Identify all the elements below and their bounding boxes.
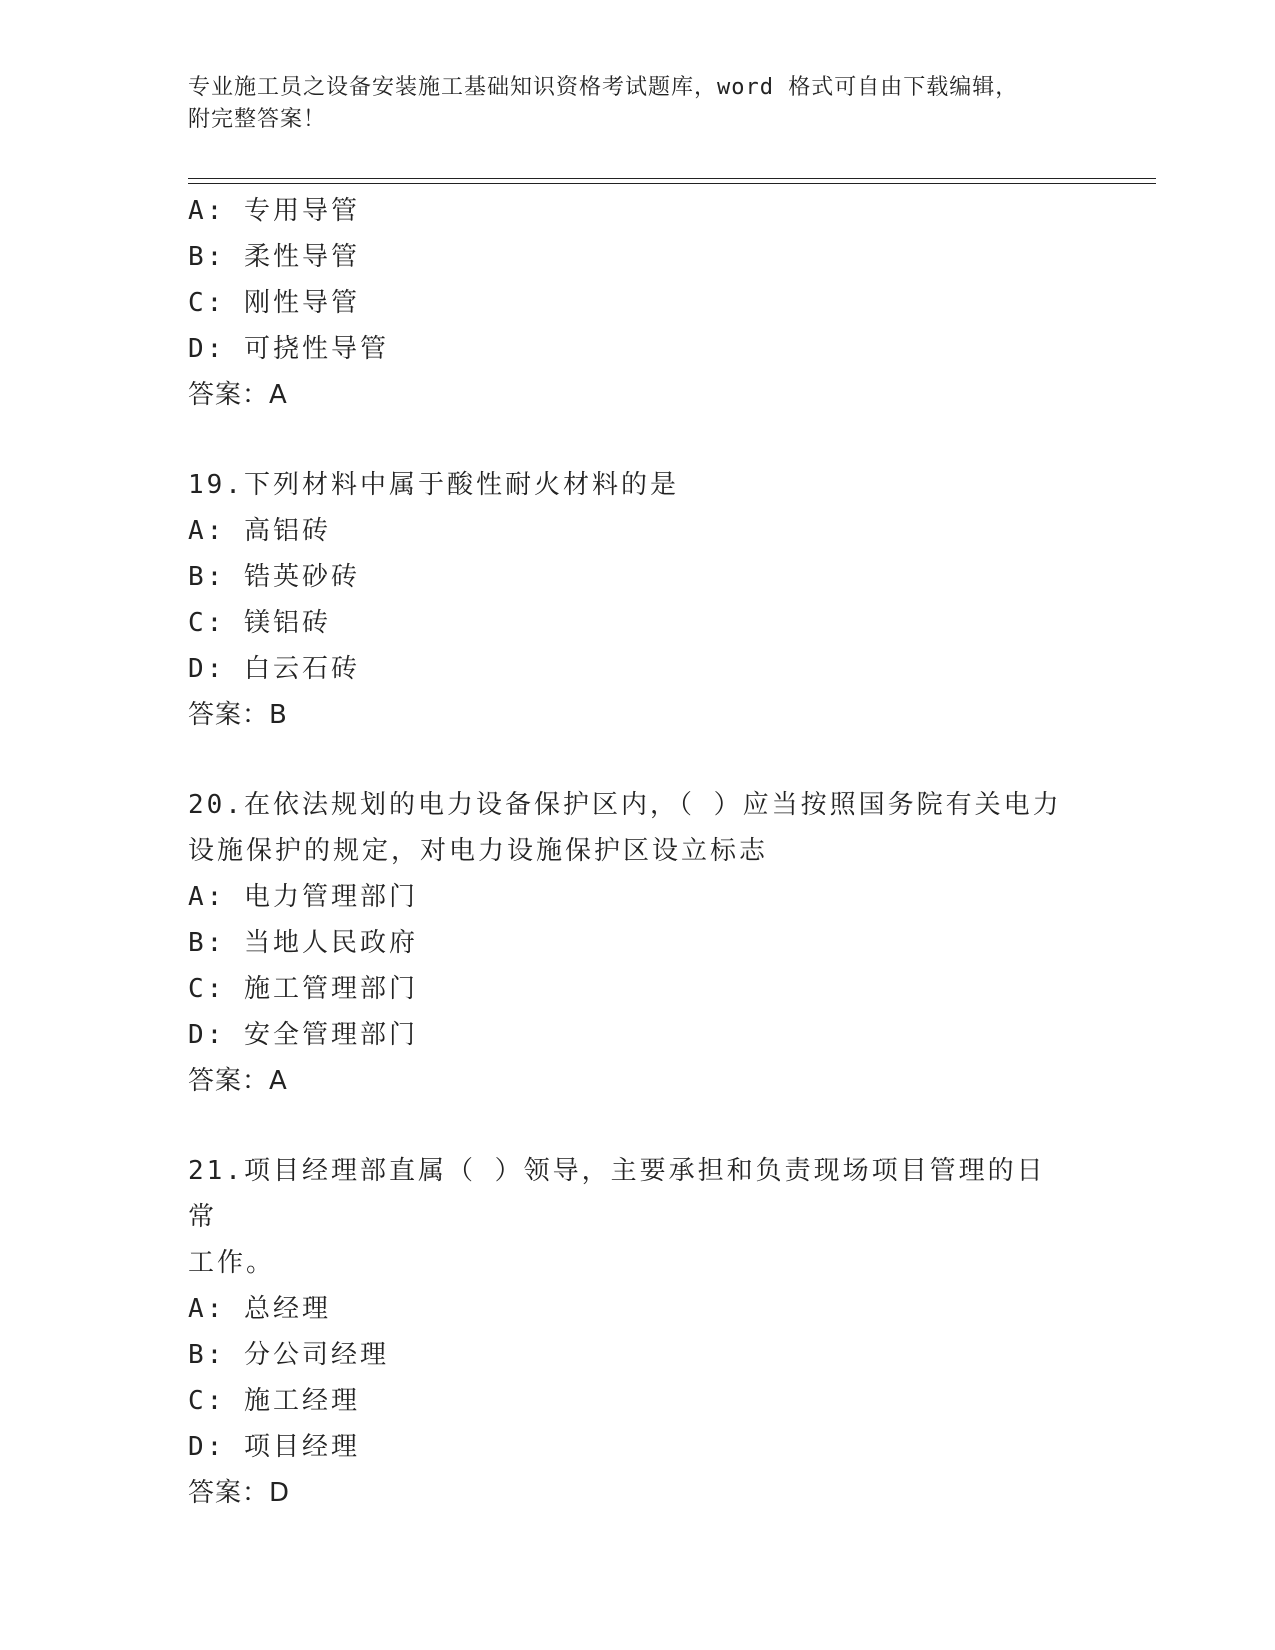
- spacer: [188, 738, 1068, 782]
- option-c: C: 刚性导管: [188, 288, 360, 318]
- header-title-line1: 专业施工员之设备安装施工基础知识资格考试题库，word 格式可自由下载编辑，: [188, 75, 1019, 100]
- question-text-line2: 工作。: [188, 1248, 276, 1278]
- answer-line: 答案：A: [188, 380, 288, 410]
- option-a: A: 总经理: [188, 1294, 331, 1324]
- option-a: A: 高铝砖: [188, 516, 331, 546]
- header-title-line2: 附完整答案！: [188, 107, 327, 132]
- question-text-line1: 20.在依法规划的电力设备保护区内，（ ）应当按照国务院有关电力: [188, 790, 1062, 820]
- answer-line: 答案：D: [188, 1478, 291, 1508]
- header-divider: [188, 178, 1156, 184]
- option-c: C: 施工管理部门: [188, 974, 418, 1004]
- answer-line: 答案：A: [188, 1066, 288, 1096]
- question-18: [188, 188, 1068, 418]
- option-a: A: 电力管理部门: [188, 882, 418, 912]
- document-header: [188, 72, 1068, 136]
- question-21: [188, 1148, 1068, 1516]
- question-text-line1: 21.项目经理部直属（ ）领导，主要承担和负责现场项目管理的日常: [188, 1156, 1046, 1232]
- option-c: C: 施工经理: [188, 1386, 360, 1416]
- question-20: [188, 782, 1068, 1104]
- option-b: B: 当地人民政府: [188, 928, 418, 958]
- option-d: D: 白云石砖: [188, 654, 360, 684]
- spacer: [188, 1104, 1068, 1148]
- spacer: [188, 418, 1068, 462]
- question-text: 19.下列材料中属于酸性耐火材料的是: [188, 470, 679, 500]
- option-b: B: 锆英砂砖: [188, 562, 360, 592]
- question-19: [188, 462, 1068, 738]
- option-b: B: 分公司经理: [188, 1340, 389, 1370]
- answer-line: 答案：B: [188, 700, 288, 730]
- option-d: D: 安全管理部门: [188, 1020, 418, 1050]
- option-c: C: 镁铝砖: [188, 608, 331, 638]
- option-b: B: 柔性导管: [188, 242, 360, 272]
- question-text-line2: 设施保护的规定，对电力设施保护区设立标志: [188, 836, 769, 866]
- option-a: A: 专用导管: [188, 196, 360, 226]
- option-d: D: 项目经理: [188, 1432, 360, 1462]
- question-list: [188, 188, 1068, 1516]
- option-d: D: 可挠性导管: [188, 334, 389, 364]
